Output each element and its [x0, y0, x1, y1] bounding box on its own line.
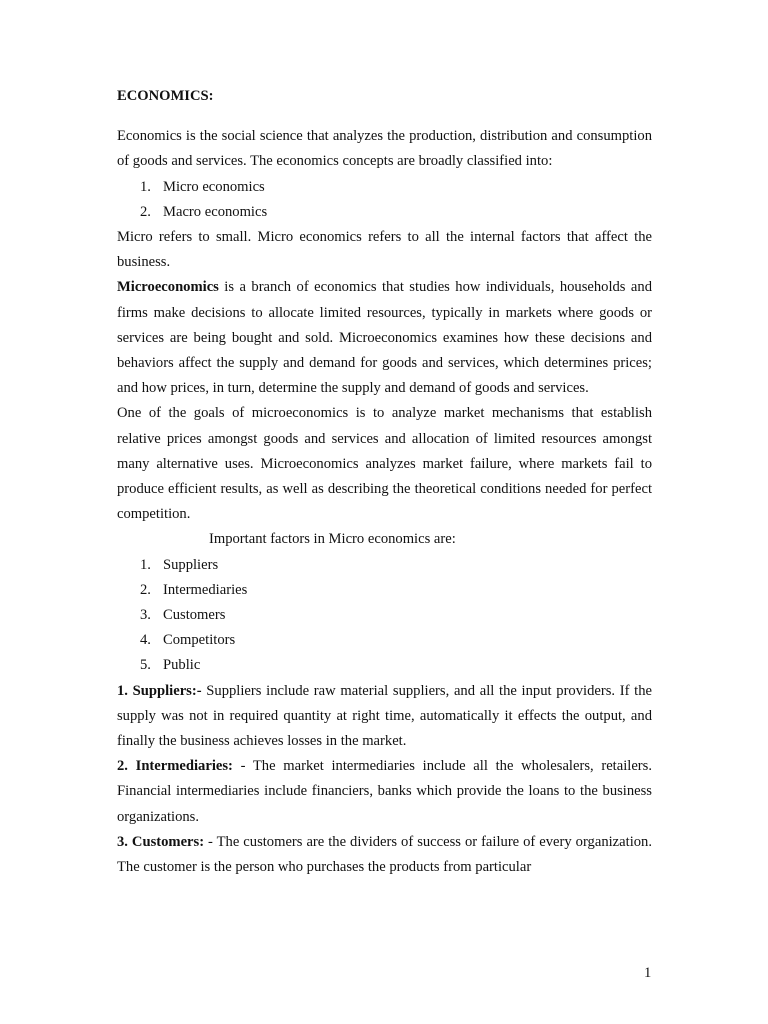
- goals-paragraph: One of the goals of microeconomics is to analyze market mechanisms that establish relative prices amongst goods and services and allocation of limited resources amongst many alternative uses. Microeconomics analyzes market failure, where markets fail to produce efficient results, as well as describing the theoretical conditions needed for perfect competition.: [117, 405, 652, 523]
- list-item-text: Public: [163, 657, 201, 674]
- list-item-text: Intermediaries: [163, 581, 248, 598]
- list-item: [117, 578, 652, 603]
- list-item: [117, 603, 652, 628]
- suppliers-text: Suppliers include raw material suppliers, and all the input providers. If the supply was not in required quantity at right time, automatically it effects the output, and finally the business achieves losses in the market.: [117, 682, 652, 750]
- list-item: [117, 628, 652, 653]
- list-item-number: 4.: [140, 632, 151, 649]
- micro-definition-paragraph: Micro refers to small. Micro economics refers to all the internal factors that affect the business.: [117, 229, 652, 271]
- list-item: [117, 653, 652, 678]
- microeconomics-term: Microeconomics: [117, 279, 219, 296]
- classification-list: [117, 175, 652, 225]
- customers-label: 3. Customers:: [117, 833, 205, 850]
- list-item-text: Macro economics: [163, 203, 268, 220]
- factors-heading: Important factors in Micro economics are:: [209, 531, 456, 548]
- list-item-number: 2.: [140, 203, 151, 220]
- list-item: [117, 553, 652, 578]
- customers-text: - The customers are the dividers of success or failure of every organization. The customer is the person who purchases the products from particular: [117, 833, 652, 876]
- intermediaries-label: 2. Intermediaries:: [117, 758, 233, 775]
- list-item: [117, 200, 652, 225]
- list-item-number: 3.: [140, 607, 151, 624]
- customers-paragraph: [117, 830, 652, 880]
- document-title: ECONOMICS:: [117, 88, 214, 104]
- list-item-number: 2.: [140, 581, 151, 598]
- list-item-text: Suppliers: [163, 556, 219, 573]
- list-item-number: 1.: [140, 178, 151, 195]
- list-item-number: 1.: [140, 556, 151, 573]
- intermediaries-paragraph: [117, 754, 652, 830]
- list-item-text: Competitors: [163, 632, 236, 649]
- list-item-text: Micro economics: [163, 178, 265, 195]
- list-item-number: 5.: [140, 657, 151, 674]
- page-number: 1: [644, 965, 652, 981]
- factors-list: [117, 553, 652, 679]
- intro-paragraph: Economics is the social science that analyzes the production, distribution and consumption of goods and services. The economics concepts are broadly classified into:: [117, 128, 652, 170]
- microeconomics-text: is a branch of economics that studies how individuals, households and firms make decisions to allocate limited resources, typically in markets where goods or services are being bought and sold. Microeconomics examines how these decisions and behaviors affect the supply and demand for goods and services, which determines prices; and how prices, in turn, determine the supply and demand of goods and services.: [117, 279, 652, 397]
- list-item: [117, 175, 652, 200]
- intermediaries-text: - The market intermediaries include all the wholesalers, retailers. Financial intermediaries include financiers, banks which provide the loans to the business organizations.: [117, 758, 652, 825]
- suppliers-paragraph: [117, 679, 652, 755]
- microeconomics-paragraph: [117, 275, 652, 401]
- suppliers-label: 1. Suppliers:-: [117, 682, 202, 699]
- list-item-text: Customers: [163, 607, 226, 624]
- document-page: [117, 84, 652, 880]
